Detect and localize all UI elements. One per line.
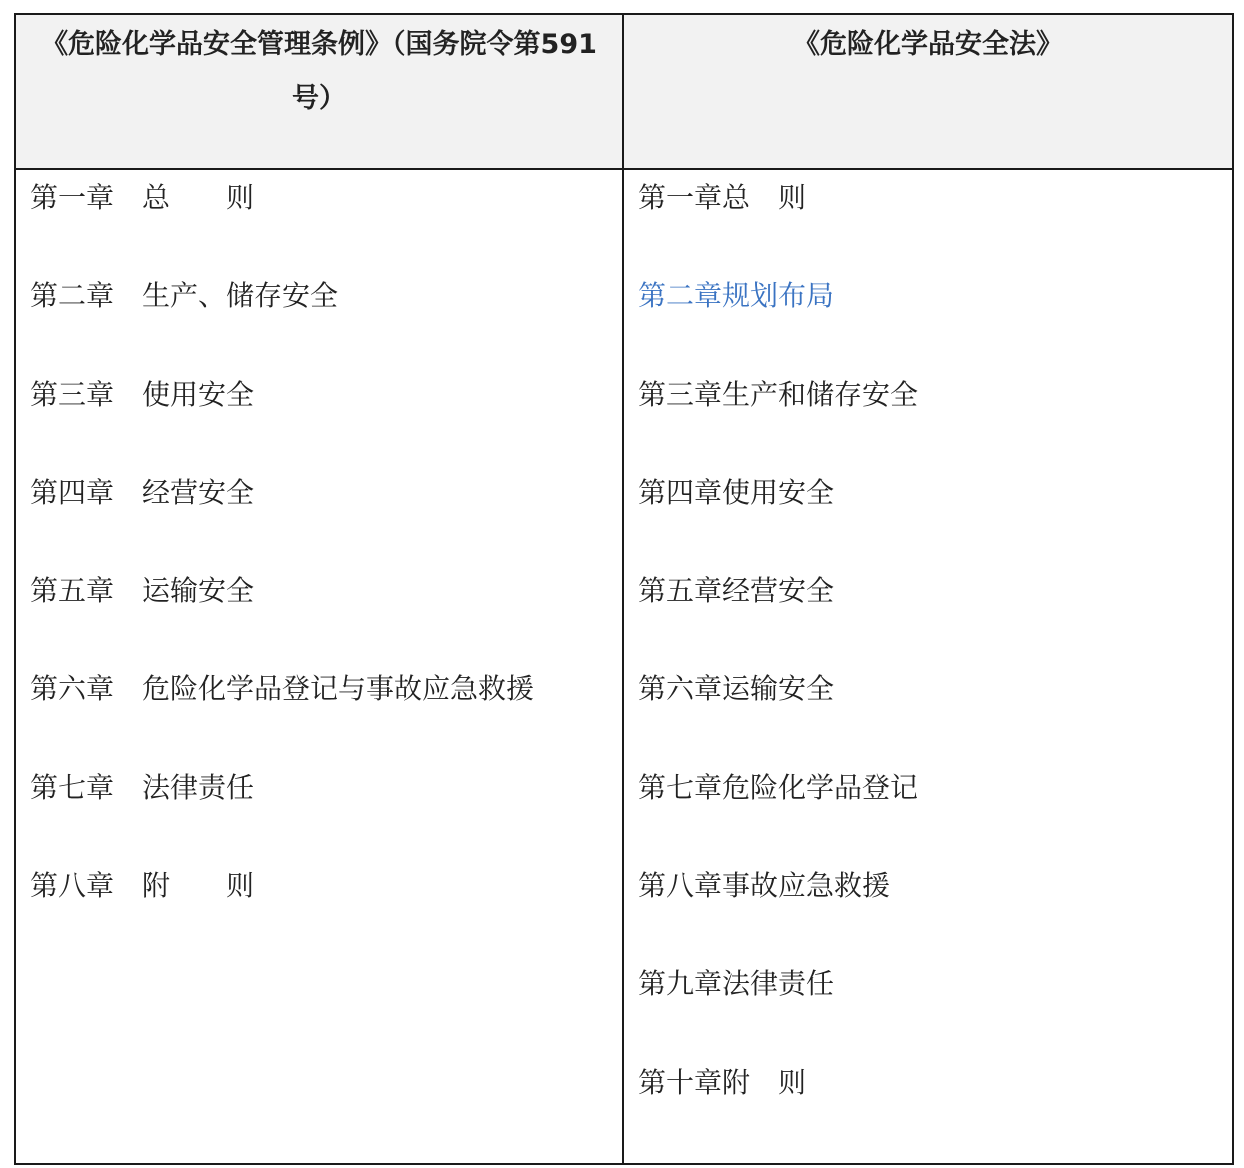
header-row bbox=[15, 14, 1233, 169]
regulation-chapter-1: 第一章 总 则 bbox=[30, 181, 255, 214]
regulation-chapter-6: 第六章 危险化学品登记与事故应急救援 bbox=[30, 672, 535, 706]
law-chapters-cell bbox=[623, 169, 1233, 1164]
chapters-row bbox=[15, 169, 1233, 1164]
regulation-chapters-cell bbox=[15, 169, 623, 1164]
law-chapter-2-link[interactable]: 第二章规划布局 bbox=[638, 279, 835, 313]
law-chapter-7: 第七章危险化学品登记 bbox=[638, 770, 919, 804]
comparison-table bbox=[14, 13, 1234, 1165]
law-chapter-5: 第五章经营安全 bbox=[638, 574, 835, 608]
regulation-chapter-8: 第八章 附 则 bbox=[30, 869, 255, 903]
law-chapter-6: 第六章运输安全 bbox=[638, 672, 835, 706]
regulation-chapter-5: 第五章 运输安全 bbox=[30, 574, 255, 608]
law-chapter-9: 第九章法律责任 bbox=[638, 967, 835, 1001]
regulation-chapter-3: 第三章 使用安全 bbox=[30, 377, 255, 411]
law-chapter-10: 第十章附 则 bbox=[638, 1065, 807, 1099]
law-chapter-8: 第八章事故应急救援 bbox=[638, 869, 891, 903]
header-safety-law: 《危险化学品安全法》 bbox=[623, 14, 1233, 169]
regulation-chapter-7: 第七章 法律责任 bbox=[30, 770, 255, 804]
law-chapter-3: 第三章生产和储存安全 bbox=[638, 377, 919, 411]
law-chapter-4: 第四章使用安全 bbox=[638, 475, 835, 509]
law-chapter-1: 第一章总 则 bbox=[638, 181, 807, 214]
regulation-chapter-2: 第二章 生产、储存安全 bbox=[30, 279, 339, 313]
regulation-chapter-4: 第四章 经营安全 bbox=[30, 475, 255, 509]
header-regulation-591: 《危险化学品安全管理条例》（国务院令第591号） bbox=[15, 14, 623, 169]
